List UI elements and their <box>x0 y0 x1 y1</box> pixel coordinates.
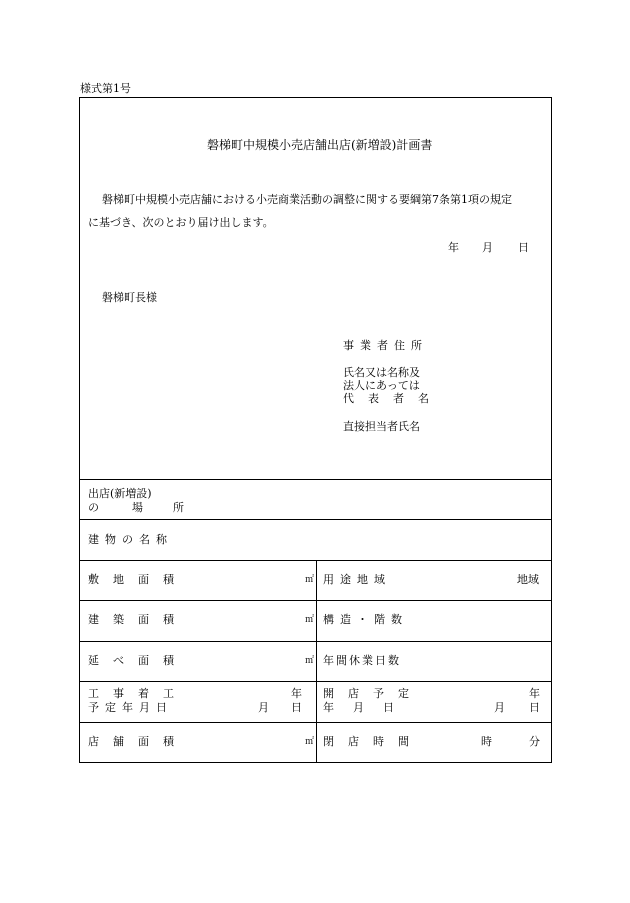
form-number: 様式第1号 <box>80 82 131 95</box>
column-divider <box>316 560 317 763</box>
location-label-2b: 場 <box>132 501 143 514</box>
building-area-label: 建築面積 <box>88 613 188 626</box>
date-month: 月 <box>482 241 493 254</box>
location-label-1: 出店(新増設) <box>88 487 152 500</box>
body-text-line2: に基づき、次のとおり届け出します。 <box>88 216 274 229</box>
store-area-label: 店舗面積 <box>88 735 188 748</box>
floor-area-unit: ㎡ <box>305 656 315 666</box>
site-area-unit: ㎡ <box>305 575 315 585</box>
applicant-contact-label: 直接担当者氏名 <box>343 420 420 433</box>
construction-month: 月 <box>258 701 269 714</box>
closed-days-label: 年間休業日数 <box>323 654 401 667</box>
construction-year: 年 <box>291 687 302 700</box>
applicant-address-label: 事業者住所 <box>343 339 428 352</box>
opening-month: 月 <box>494 701 505 714</box>
construction-day: 日 <box>291 701 302 714</box>
store-area-unit: ㎡ <box>305 737 315 747</box>
location-label-2c: 所 <box>173 501 184 514</box>
applicant-name-label-3: 代表者名 <box>343 392 443 405</box>
closing-minute: 分 <box>529 735 540 748</box>
row-divider <box>80 479 551 480</box>
body-text-line1: 磐梯町中規模小売店舗における小売商業活動の調整に関する要綱第7条第1項の規定 <box>102 193 512 206</box>
opening-label-2: 年 月 日 <box>323 701 398 714</box>
construction-label-2: 予定年月日 <box>88 701 173 714</box>
site-area-label: 敷地面積 <box>88 573 188 586</box>
date-day: 日 <box>518 241 529 254</box>
date-year: 年 <box>448 241 459 254</box>
opening-year: 年 <box>529 687 540 700</box>
applicant-name-label-1: 氏名又は名称及 <box>343 366 420 379</box>
structure-label: 構造・階数 <box>323 613 408 626</box>
location-label-2a: の <box>88 501 99 514</box>
row-divider <box>80 519 551 520</box>
form-title: 磐梯町中規模小売店舗出店(新増設)計画書 <box>207 138 433 152</box>
closing-hour: 時 <box>481 735 492 748</box>
opening-label-1: 開店予定 <box>323 687 423 700</box>
construction-label-1: 工事着工 <box>88 687 188 700</box>
addressee: 磐梯町長様 <box>102 291 157 304</box>
building-name-label: 建物の名称 <box>88 533 173 546</box>
floor-area-label: 延べ面積 <box>88 654 188 667</box>
applicant-name-label-2: 法人にあっては <box>343 379 420 392</box>
zoning-suffix: 地域 <box>517 573 539 586</box>
closing-time-label: 閉店時間 <box>323 735 423 748</box>
zoning-label: 用途地域 <box>323 573 391 586</box>
building-area-unit: ㎡ <box>305 615 315 625</box>
form-frame <box>79 97 552 763</box>
opening-day: 日 <box>529 701 540 714</box>
